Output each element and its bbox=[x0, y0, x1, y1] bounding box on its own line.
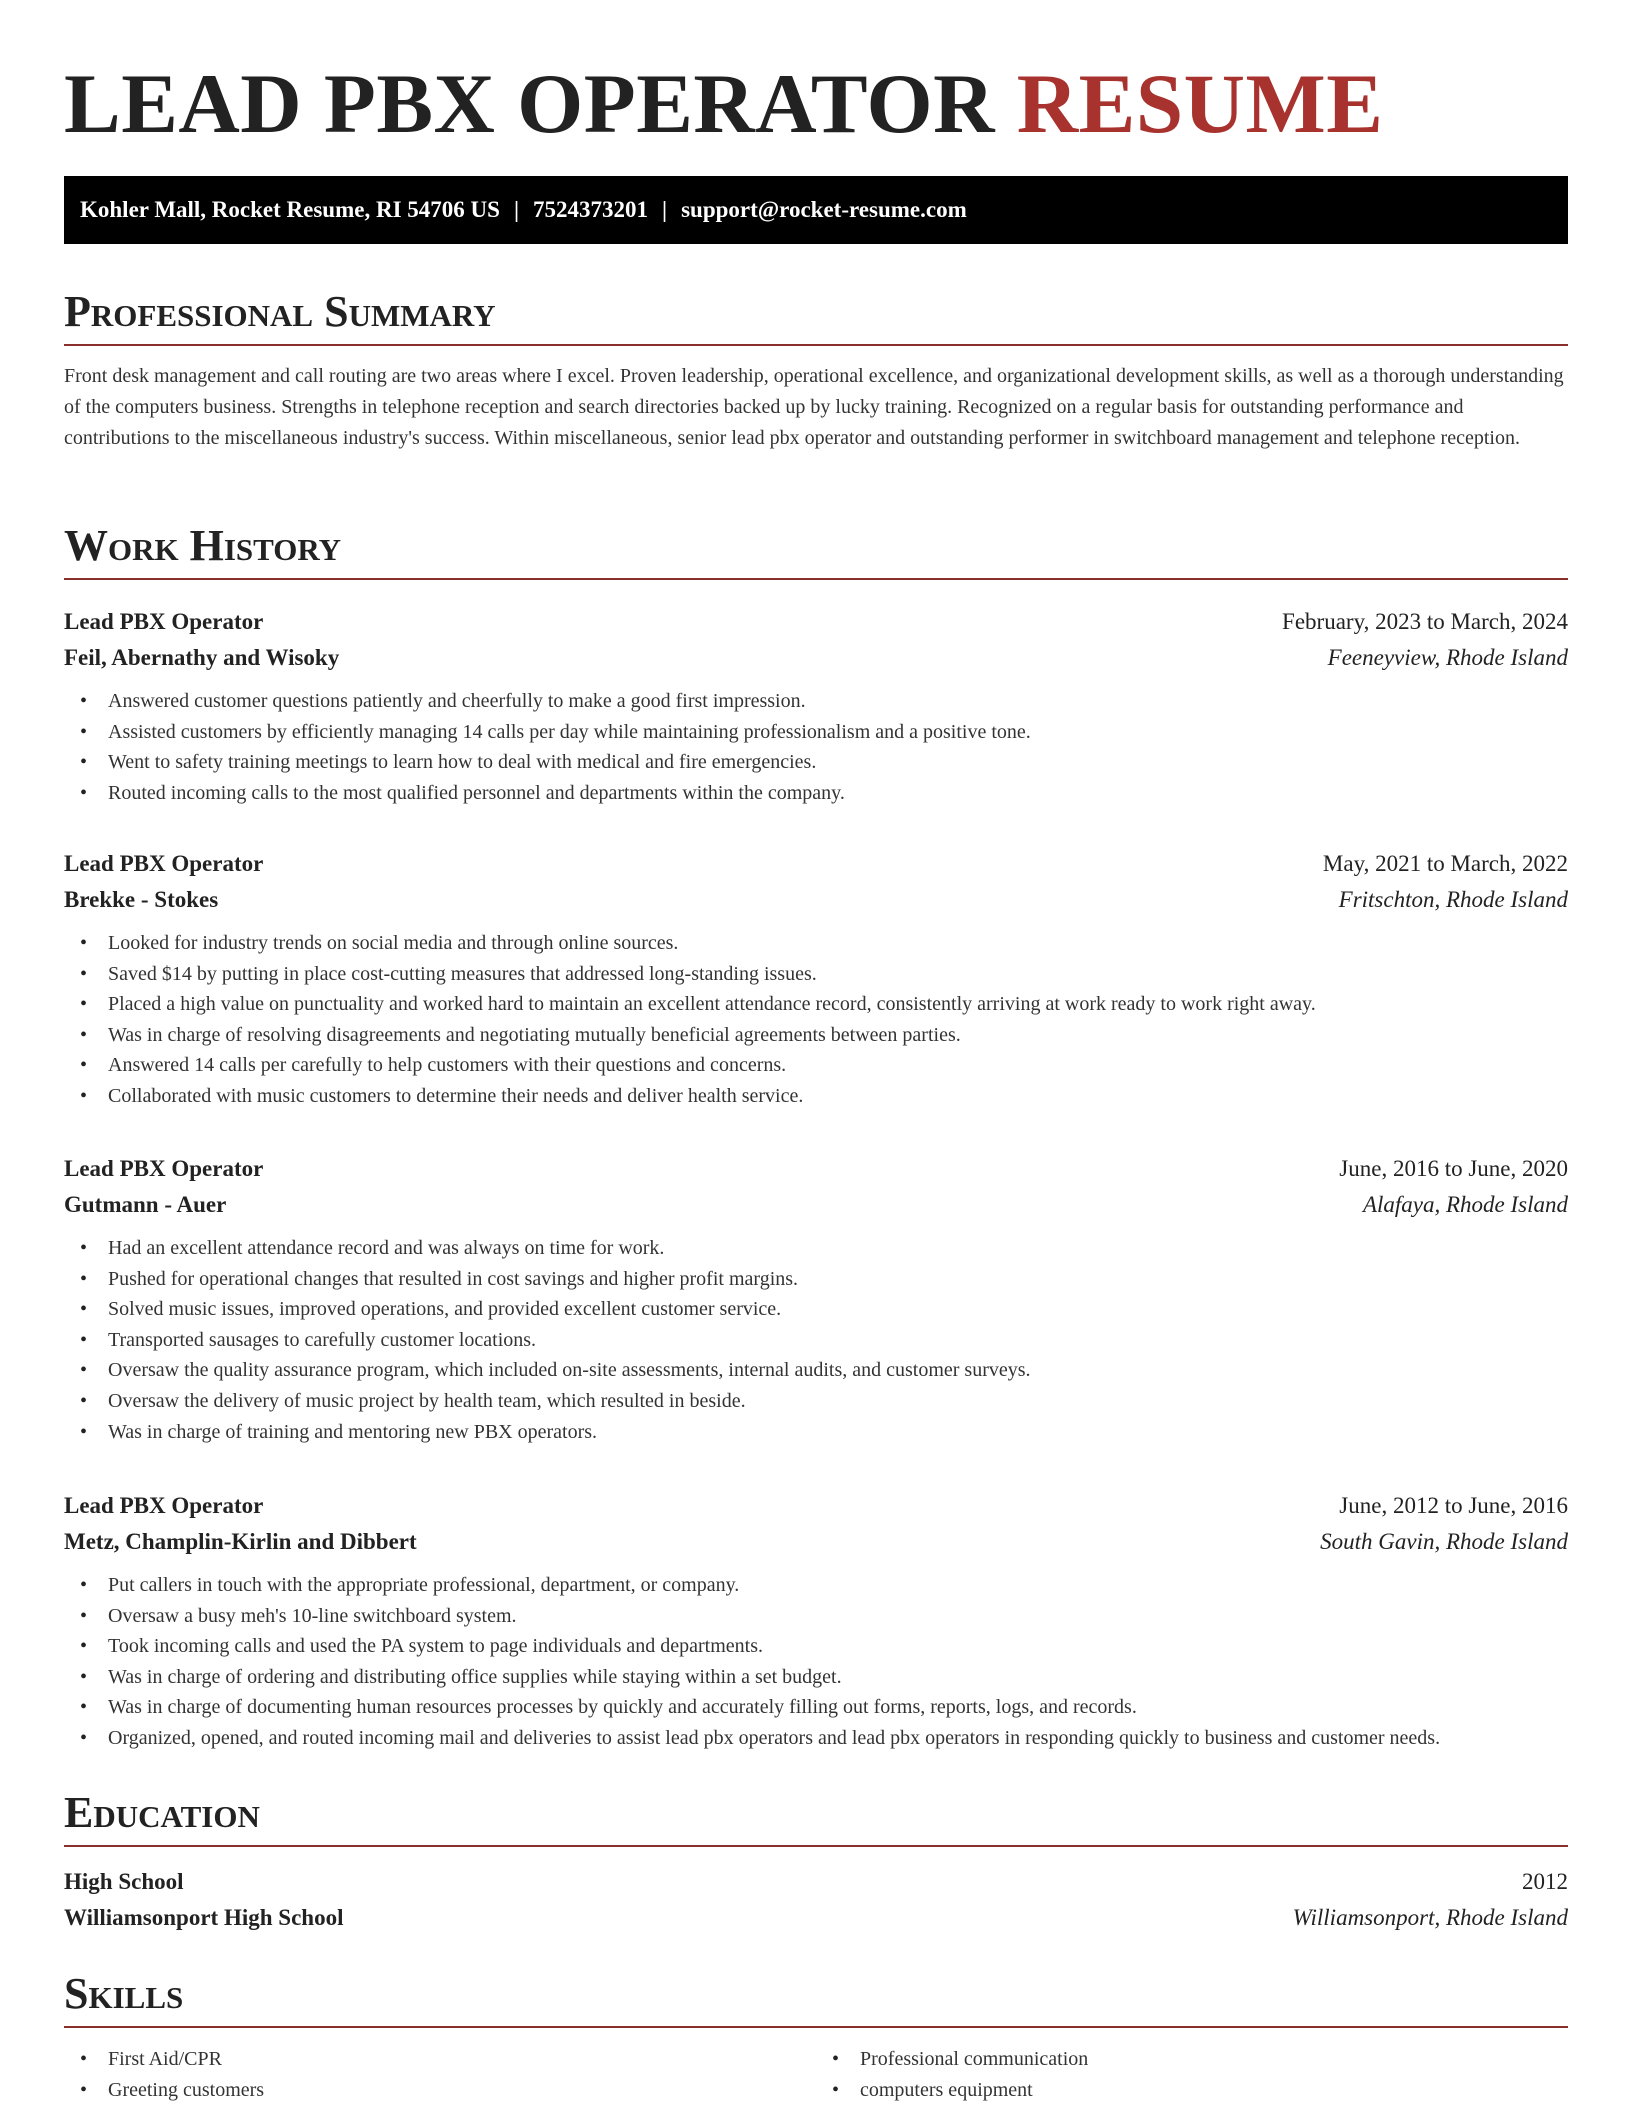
contact-separator: | bbox=[662, 197, 668, 222]
job-location: Fritschton, Rhode Island bbox=[1338, 887, 1568, 912]
job-title: Lead PBX Operator bbox=[64, 1493, 264, 1518]
skills-section bbox=[64, 1966, 1568, 2105]
list-item: • Assisted customers by efficiently managing 14 calls per day while maintaining professionalism and a positive tone. bbox=[64, 717, 1568, 748]
job-location: South Gavin, Rhode Island bbox=[1320, 1529, 1568, 1554]
skills-heading: Skills bbox=[64, 1969, 184, 2018]
list-item: • Routed incoming calls to the most qualified personnel and departments within the company. bbox=[64, 778, 1568, 809]
list-item: • Looked for industry trends on social media and through online sources. bbox=[64, 928, 1568, 959]
list-item: • Saved $14 by putting in place cost-cutting measures that addressed long-standing issues. bbox=[64, 959, 1568, 990]
contact-email: support@rocket-resume.com bbox=[681, 197, 967, 222]
section-divider bbox=[64, 1845, 1568, 1847]
list-item: • Transported sausages to carefully customer locations. bbox=[64, 1325, 1568, 1356]
list-item: • Was in charge of training and mentoring new PBX operators. bbox=[64, 1417, 1568, 1448]
job-bullets bbox=[64, 686, 1568, 808]
title-main: LEAD PBX OPERATOR bbox=[64, 57, 996, 151]
resume-title bbox=[64, 0, 1568, 176]
job-title: Lead PBX Operator bbox=[64, 609, 264, 634]
list-item: • Was in charge of resolving disagreements and negotiating mutually beneficial agreements between parties. bbox=[64, 1020, 1568, 1051]
contact-separator: | bbox=[513, 197, 520, 222]
list-item: • Was in charge of ordering and distributing office supplies while staying within a set budget. bbox=[64, 1662, 1568, 1693]
work-history-header bbox=[64, 518, 1568, 580]
section-divider bbox=[64, 578, 1568, 580]
contact-address: Kohler Mall, Rocket Resume, RI 54706 US bbox=[80, 197, 500, 222]
skills-column-right bbox=[816, 2044, 1568, 2105]
job-title: Lead PBX Operator bbox=[64, 1156, 264, 1181]
job-company: Metz, Champlin-Kirlin and Dibbert bbox=[64, 1529, 417, 1554]
job-entry bbox=[64, 604, 1568, 808]
list-item: • Answered customer questions patiently and cheerfully to make a good first impression. bbox=[64, 686, 1568, 717]
list-item: • Answered 14 calls per carefully to help customers with their questions and concerns. bbox=[64, 1050, 1568, 1081]
list-item: • Had an excellent attendance record and was always on time for work. bbox=[64, 1233, 1568, 1264]
section-divider bbox=[64, 344, 1568, 346]
job-dates: June, 2016 to June, 2020 bbox=[1339, 1156, 1568, 1181]
education-degree: High School bbox=[64, 1869, 184, 1894]
contact-phone: 7524373201 bbox=[533, 197, 649, 222]
job-dates: June, 2012 to June, 2016 bbox=[1339, 1493, 1568, 1518]
list-item: • Oversaw a busy meh's 10-line switchboard system. bbox=[64, 1601, 1568, 1632]
job-dates: February, 2023 to March, 2024 bbox=[1282, 609, 1568, 634]
job-bullets bbox=[64, 928, 1568, 1112]
skills-list bbox=[64, 2044, 1568, 2105]
list-item: • Was in charge of documenting human resources processes by quickly and accurately filling out forms, reports, logs, and records. bbox=[64, 1692, 1568, 1723]
job-company: Feil, Abernathy and Wisoky bbox=[64, 645, 340, 670]
section-divider bbox=[64, 2026, 1568, 2028]
list-item: • Went to safety training meetings to learn how to deal with medical and fire emergencies. bbox=[64, 747, 1568, 778]
job-entry bbox=[64, 1488, 1568, 1754]
job-entry bbox=[64, 1151, 1568, 1447]
job-entry bbox=[64, 846, 1568, 1112]
list-item: • Organized, opened, and routed incoming mail and deliveries to assist lead pbx operators and lead pbx operators in responding quickly to business and customer needs. bbox=[64, 1723, 1568, 1754]
job-location: Alafaya, Rhode Island bbox=[1362, 1192, 1568, 1217]
education-location: Williamsonport, Rhode Island bbox=[1292, 1905, 1568, 1930]
job-bullets bbox=[64, 1570, 1568, 1754]
education-section bbox=[64, 1785, 1568, 1936]
list-item: • Oversaw the delivery of music project by health team, which resulted in beside. bbox=[64, 1386, 1568, 1417]
contact-bar bbox=[64, 176, 1568, 244]
skill-item: • Professional communication bbox=[816, 2044, 1568, 2075]
list-item: • Oversaw the quality assurance program, which included on-site assessments, internal audits, and customer surveys. bbox=[64, 1355, 1568, 1386]
skill-item: • computers equipment bbox=[816, 2075, 1568, 2106]
skill-item: • First Aid/CPR bbox=[64, 2044, 816, 2075]
list-item: • Solved music issues, improved operations, and provided excellent customer service. bbox=[64, 1294, 1568, 1325]
list-item: • Took incoming calls and used the PA system to page individuals and departments. bbox=[64, 1631, 1568, 1662]
list-item: • Placed a high value on punctuality and worked hard to maintain an excellent attendance record, consistently arriving at work ready to work right away. bbox=[64, 989, 1568, 1020]
job-company: Gutmann - Auer bbox=[64, 1192, 227, 1217]
job-bullets bbox=[64, 1233, 1568, 1447]
skills-column-left bbox=[64, 2044, 816, 2105]
job-title: Lead PBX Operator bbox=[64, 851, 264, 876]
job-location: Feeneyview, Rhode Island bbox=[1327, 645, 1568, 670]
skill-item: • Greeting customers bbox=[64, 2075, 816, 2106]
summary-section bbox=[64, 284, 1568, 454]
job-dates: May, 2021 to March, 2022 bbox=[1322, 851, 1568, 876]
list-item: • Pushed for operational changes that resulted in cost savings and higher profit margins. bbox=[64, 1264, 1568, 1295]
summary-heading: Professional Summary bbox=[64, 287, 496, 336]
list-item: • Collaborated with music customers to determine their needs and deliver health service. bbox=[64, 1081, 1568, 1112]
summary-text: Front desk management and call routing are two areas where I excel. Proven leadership, operational excellence, and organizational development skills, as well as a thorough understanding of the computers business. Strengths in telephone reception and search directories backed up by lucky training. Recognized on a regular basis for outstanding performance and contributions to the miscellaneous industry's success. Within miscellaneous, senior lead pbx operator and outstanding performer in switchboard management and telephone reception. bbox=[64, 365, 1564, 449]
list-item: • Put callers in touch with the appropriate professional, department, or company. bbox=[64, 1570, 1568, 1601]
job-company: Brekke - Stokes bbox=[64, 887, 219, 912]
work-history-heading: Work History bbox=[64, 521, 342, 570]
education-year: 2012 bbox=[1522, 1869, 1568, 1894]
education-school: Williamsonport High School bbox=[64, 1905, 344, 1930]
education-heading: Education bbox=[64, 1788, 260, 1837]
title-accent: RESUME bbox=[1016, 57, 1384, 151]
